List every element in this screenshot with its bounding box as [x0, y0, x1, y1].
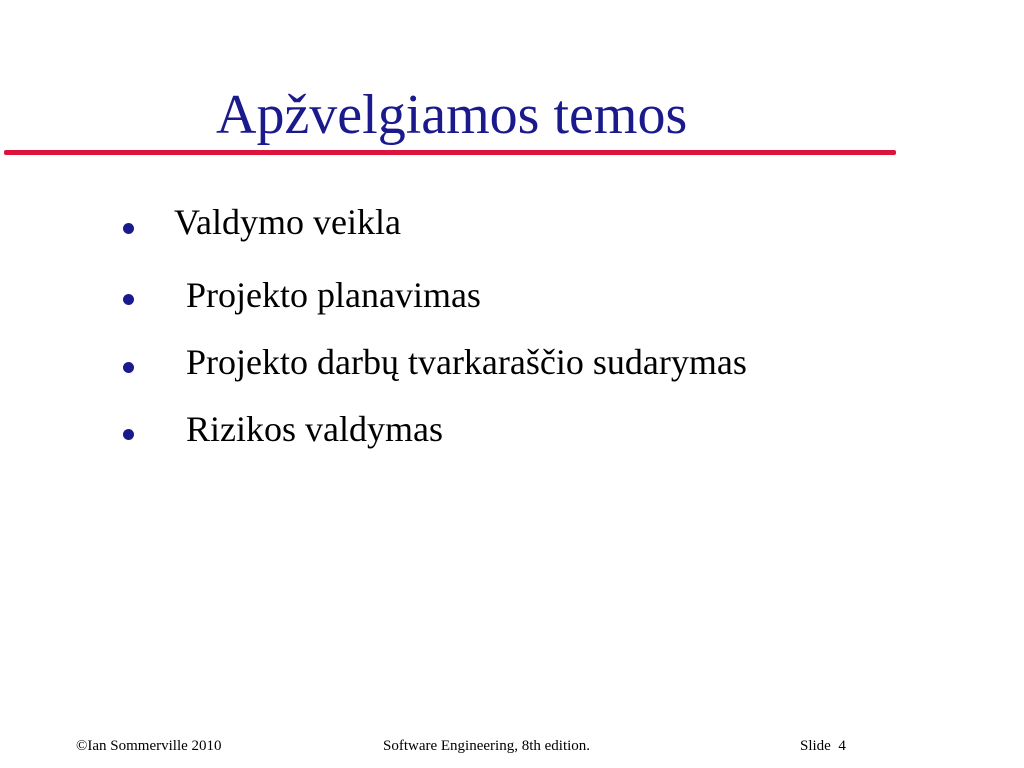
footer-slide-number: Slide 4 [800, 738, 846, 754]
bullet-text: Projekto darbų tvarkaraščio sudarymas [186, 342, 747, 382]
bullet-dot-icon [123, 362, 134, 373]
bullet-dot-icon [123, 429, 134, 440]
footer-book-title: Software Engineering, 8th edition. [383, 738, 591, 754]
slide-title: Apžvelgiamos temos [216, 84, 688, 146]
title-underline [4, 150, 896, 155]
bullet-text: Rizikos valdymas [186, 409, 443, 449]
bullet-text: Valdymo veikla [174, 202, 401, 242]
footer-copyright: ©Ian Sommerville 2010 [76, 738, 222, 754]
bullet-dot-icon [123, 294, 134, 305]
bullet-text: Projekto planavimas [186, 275, 481, 315]
bullet-dot-icon [123, 223, 134, 234]
